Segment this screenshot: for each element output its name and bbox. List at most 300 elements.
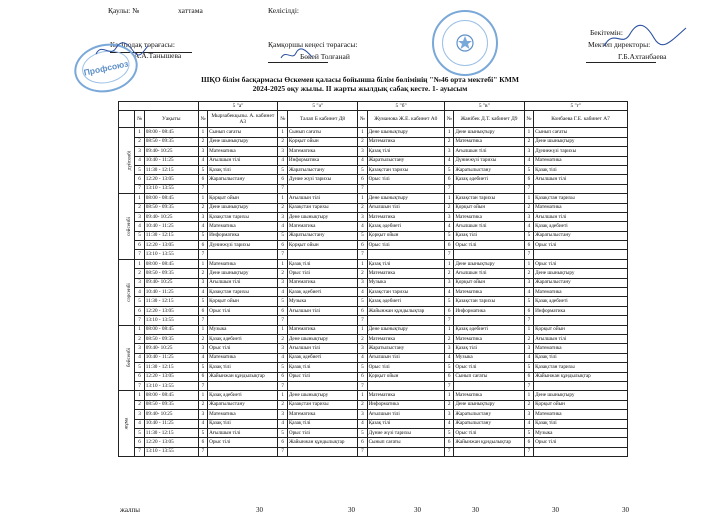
lesson-time: 08:00 - 08:45 xyxy=(144,194,198,203)
subject-cell: Математика xyxy=(534,288,628,297)
cell-number: 3 xyxy=(444,278,453,287)
subject-cell: Дене шынықтыру xyxy=(287,212,357,221)
lesson-number: 6 xyxy=(135,241,144,250)
subject-cell: Орыс тілі xyxy=(454,363,524,372)
cell-number: 7 xyxy=(358,316,367,325)
cell-number: 1 xyxy=(444,325,453,334)
subject-cell: Қазақ тілі xyxy=(367,259,444,268)
cell-number: 7 xyxy=(524,184,533,193)
lesson-number: 2 xyxy=(135,400,144,409)
subject-cell: Информатика xyxy=(287,156,357,165)
num-header: № xyxy=(444,111,453,128)
cell-number: 5 xyxy=(278,363,287,372)
director-label: Мектеп директоры: xyxy=(588,40,651,49)
subject-cell: Ағылшын тілі xyxy=(534,175,628,184)
cell-number: 7 xyxy=(524,250,533,259)
cell-number: 6 xyxy=(358,438,367,447)
subject-cell: Қазақ тілі xyxy=(454,344,524,353)
cell-number: 4 xyxy=(358,419,367,428)
cell-number: 3 xyxy=(444,410,453,419)
subject-cell: Математика xyxy=(287,147,357,156)
day-label: сәрсенбі xyxy=(119,259,135,325)
table-row xyxy=(119,334,628,343)
subject-cell: Жаратылыстану xyxy=(534,278,628,287)
cell-number: 3 xyxy=(444,147,453,156)
teacher-header: Мырзабекқызы. А. кабинет А3 xyxy=(208,111,278,128)
subject-cell: Дүние жүзі тарихы xyxy=(367,428,444,437)
lesson-time: 08:50 - 09:35 xyxy=(144,269,198,278)
subject-cell: Қазақстан тарихы xyxy=(208,212,278,221)
cell-number: 1 xyxy=(524,325,533,334)
lesson-number: 5 xyxy=(135,165,144,174)
lesson-number: 5 xyxy=(135,363,144,372)
subject-cell: Жаратылыстану xyxy=(287,165,357,174)
school-stamp xyxy=(432,10,498,76)
lesson-time: 09:40- 10:25 xyxy=(144,278,198,287)
cell-number: 2 xyxy=(198,203,207,212)
subject-cell: Орыс тілі xyxy=(287,269,357,278)
subject-cell: Жайынжан құндылықтар xyxy=(287,438,357,447)
cell-number: 1 xyxy=(358,128,367,137)
num-header: № xyxy=(278,111,287,128)
lesson-time: 12:20 - 13:05 xyxy=(144,372,198,381)
subject-cell: Математика xyxy=(534,203,628,212)
cell-number: 1 xyxy=(524,128,533,137)
lesson-time: 12:20 - 13:05 xyxy=(144,241,198,250)
cell-number: 4 xyxy=(198,353,207,362)
subject-cell xyxy=(534,250,628,259)
subject-cell: Дене шынықтыру xyxy=(367,194,444,203)
lesson-number: 4 xyxy=(135,288,144,297)
subject-cell: Математика xyxy=(367,269,444,278)
lesson-number: 3 xyxy=(135,212,144,221)
subject-cell: Қазақ әдебиеті xyxy=(534,222,628,231)
class-header: 5 "б" xyxy=(358,102,445,111)
cell-number: 4 xyxy=(524,156,533,165)
lesson-time: 12:20 - 13:05 xyxy=(144,175,198,184)
cell-number: 3 xyxy=(444,344,453,353)
cell-number: 6 xyxy=(278,175,287,184)
cell-number: 4 xyxy=(444,353,453,362)
subject-cell: Сынып сағаты xyxy=(454,372,524,381)
cell-number: 7 xyxy=(358,250,367,259)
subject-cell: Математика xyxy=(367,137,444,146)
cell-number: 5 xyxy=(198,297,207,306)
subject-cell: Қазақстан тарихы xyxy=(454,194,524,203)
cell-number: 2 xyxy=(198,334,207,343)
subject-cell: Математика xyxy=(454,137,524,146)
cell-number: 4 xyxy=(524,353,533,362)
subject-cell: Математика xyxy=(287,325,357,334)
cell-number: 3 xyxy=(444,212,453,221)
council-signature xyxy=(278,46,318,64)
subject-cell: Жаратылыстану xyxy=(367,156,444,165)
subject-cell: Орыс тілі xyxy=(287,428,357,437)
class-header: 5 "в" xyxy=(444,102,524,111)
cell-number: 7 xyxy=(444,447,453,456)
num-header: № xyxy=(135,111,144,128)
cell-number: 2 xyxy=(444,400,453,409)
subject-cell xyxy=(454,184,524,193)
lesson-time: 09:40- 10:25 xyxy=(144,344,198,353)
cell-number: 7 xyxy=(444,316,453,325)
table-row xyxy=(119,147,628,156)
subject-cell: Математика xyxy=(208,353,278,362)
subject-cell: Математика xyxy=(454,334,524,343)
agreed-label: Келісілді: xyxy=(268,6,300,15)
cell-number: 7 xyxy=(278,381,287,390)
subject-cell: Ағылшын тілі xyxy=(534,212,628,221)
table-row xyxy=(119,259,628,268)
subject-cell xyxy=(454,447,524,456)
lesson-time: 13:10 - 13:55 xyxy=(144,184,198,193)
subject-cell: Дене шынықтыру xyxy=(208,137,278,146)
table-row xyxy=(119,410,628,419)
subject-cell: Математика xyxy=(454,212,524,221)
subject-cell: Қазақстан тарихы xyxy=(208,288,278,297)
subject-cell: Орыс тілі xyxy=(367,363,444,372)
subject-cell: Математика xyxy=(367,334,444,343)
num-header: № xyxy=(524,111,533,128)
cell-number: 2 xyxy=(358,269,367,278)
cell-number: 3 xyxy=(524,147,533,156)
lesson-time: 08:00 - 08:45 xyxy=(144,325,198,334)
subject-cell: Қазақ тілі xyxy=(534,419,628,428)
cell-number: 4 xyxy=(524,222,533,231)
table-row xyxy=(119,391,628,400)
lesson-number: 7 xyxy=(135,184,144,193)
subject-cell xyxy=(454,316,524,325)
num-header: № xyxy=(198,111,207,128)
lesson-number: 2 xyxy=(135,269,144,278)
cell-number: 4 xyxy=(278,419,287,428)
lesson-number: 4 xyxy=(135,353,144,362)
cell-number: 6 xyxy=(198,372,207,381)
lesson-number: 6 xyxy=(135,438,144,447)
subject-cell: Қорқыт ойын xyxy=(534,400,628,409)
cell-number: 1 xyxy=(358,194,367,203)
cell-number: 7 xyxy=(278,447,287,456)
subject-cell: Математика xyxy=(534,344,628,353)
cell-number: 4 xyxy=(198,419,207,428)
subject-cell: Жайынжан құндылықтар xyxy=(367,306,444,315)
subject-cell: Қорқыт ойын xyxy=(367,372,444,381)
subject-cell: Дене шынықтыру xyxy=(454,400,524,409)
subject-cell xyxy=(367,316,444,325)
cell-number: 1 xyxy=(198,325,207,334)
cell-number: 3 xyxy=(278,344,287,353)
cell-number: 2 xyxy=(278,137,287,146)
subject-cell xyxy=(367,184,444,193)
cell-number: 6 xyxy=(198,438,207,447)
cell-number: 4 xyxy=(358,288,367,297)
subject-cell: Математика xyxy=(287,222,357,231)
subject-cell: Дене шынықтыру xyxy=(287,391,357,400)
cell-number: 5 xyxy=(358,231,367,240)
cell-number: 2 xyxy=(444,269,453,278)
class-header: 5 "г" xyxy=(524,102,627,111)
lesson-time: 10:40 - 11:25 xyxy=(144,288,198,297)
subject-cell: Орыс тілі xyxy=(367,175,444,184)
cell-number: 7 xyxy=(358,447,367,456)
lesson-number: 6 xyxy=(135,175,144,184)
table-row xyxy=(119,222,628,231)
subject-cell: Дене шынықтыру xyxy=(287,334,357,343)
lesson-time: 13:10 - 13:55 xyxy=(144,447,198,456)
teacher-header: Конбаева Г.Е. кабинет А7 xyxy=(534,111,628,128)
subject-cell: Ағылшын тілі xyxy=(367,410,444,419)
table-row xyxy=(119,165,628,174)
lesson-number: 7 xyxy=(135,381,144,390)
subject-cell: Дене шынықтыру xyxy=(534,137,628,146)
subject-cell: Қазақ әдебиеті xyxy=(454,325,524,334)
subject-cell xyxy=(287,184,357,193)
cell-number: 5 xyxy=(524,165,533,174)
subject-cell xyxy=(208,316,278,325)
cell-number: 7 xyxy=(198,381,207,390)
cell-number: 6 xyxy=(444,306,453,315)
cell-number: 2 xyxy=(524,137,533,146)
lesson-time: 10:40 - 11:25 xyxy=(144,353,198,362)
subject-cell: Қазақ әдебиеті xyxy=(367,297,444,306)
subject-cell: Орыс тілі xyxy=(454,428,524,437)
cell-number: 6 xyxy=(358,241,367,250)
subject-cell: Дүниежүзі тарихы xyxy=(534,147,628,156)
lesson-number: 5 xyxy=(135,231,144,240)
subject-cell: Сынып сағаты xyxy=(534,128,628,137)
cell-number: 1 xyxy=(278,128,287,137)
cell-number: 5 xyxy=(444,428,453,437)
table-row xyxy=(119,137,628,146)
subject-cell: Ағылшын тілі xyxy=(287,194,357,203)
total-value: 30 xyxy=(348,506,355,514)
subject-cell: Математика xyxy=(367,391,444,400)
cell-number: 5 xyxy=(198,231,207,240)
subject-cell: Қорқыт ойын xyxy=(454,278,524,287)
subject-cell: Қорқыт ойын xyxy=(287,137,357,146)
cell-number: 3 xyxy=(524,278,533,287)
cell-number: 3 xyxy=(358,344,367,353)
subject-cell xyxy=(534,447,628,456)
subject-cell: Дене шынықтыру xyxy=(208,203,278,212)
total-value: 30 xyxy=(552,506,559,514)
subject-cell: Ағылшын тілі xyxy=(208,156,278,165)
lesson-number: 1 xyxy=(135,259,144,268)
cell-number: 2 xyxy=(198,269,207,278)
cell-number: 6 xyxy=(444,175,453,184)
subject-cell: Жайынжан құндылықтар xyxy=(208,372,278,381)
subject-cell: Қорқыт ойын xyxy=(208,297,278,306)
cell-number: 3 xyxy=(198,278,207,287)
subject-cell: Қазақ тілі xyxy=(454,231,524,240)
table-row xyxy=(119,372,628,381)
cell-number: 2 xyxy=(278,400,287,409)
day-label: дүйсенбі xyxy=(119,128,135,194)
cell-number: 1 xyxy=(278,259,287,268)
cell-number: 4 xyxy=(198,288,207,297)
subject-cell: Информатика xyxy=(367,400,444,409)
subject-cell: Ағылшын тілі xyxy=(367,203,444,212)
lesson-time: 10:40 - 11:25 xyxy=(144,419,198,428)
cell-number: 7 xyxy=(444,184,453,193)
lesson-number: 4 xyxy=(135,222,144,231)
document-title xyxy=(130,75,590,93)
cell-number: 7 xyxy=(198,447,207,456)
subject-cell: Дүниежүзі тарихы xyxy=(454,156,524,165)
council-chair-label: Қамқоршы кеңесі төрағасы: xyxy=(268,40,358,49)
subject-cell: Қазақстан тарихы xyxy=(287,203,357,212)
cell-number: 3 xyxy=(278,410,287,419)
cell-number: 5 xyxy=(358,428,367,437)
cell-number: 7 xyxy=(358,381,367,390)
subject-cell: Қазақ тілі xyxy=(287,363,357,372)
cell-number: 6 xyxy=(278,372,287,381)
cell-number: 6 xyxy=(198,175,207,184)
subject-cell: Математика xyxy=(454,391,524,400)
cell-number: 1 xyxy=(444,128,453,137)
subject-cell: Ағылшын тілі xyxy=(287,344,357,353)
cell-number: 7 xyxy=(358,184,367,193)
subject-cell: Жаратылыстану xyxy=(454,165,524,174)
subject-cell xyxy=(287,250,357,259)
cell-number: 3 xyxy=(198,212,207,221)
cell-number: 5 xyxy=(444,231,453,240)
cell-number: 2 xyxy=(524,269,533,278)
lesson-time: 11:30 - 12:15 xyxy=(144,165,198,174)
class-header: 5 "а" xyxy=(198,102,278,111)
director-name: Г.Б.Ахтанбаева xyxy=(618,52,667,61)
subject-cell: Сынып сағаты xyxy=(287,128,357,137)
union-signature xyxy=(92,40,152,60)
table-row xyxy=(119,156,628,165)
subject-cell: Қорқыт ойын xyxy=(454,203,524,212)
subject-cell: Қазақстан тарихы xyxy=(367,165,444,174)
subject-cell: Информатика xyxy=(534,306,628,315)
cell-number: 6 xyxy=(444,438,453,447)
lesson-time: 12:20 - 13:05 xyxy=(144,438,198,447)
cell-number: 2 xyxy=(524,203,533,212)
cell-number: 4 xyxy=(358,353,367,362)
lesson-time: 08:00 - 08:45 xyxy=(144,259,198,268)
lesson-number: 1 xyxy=(135,325,144,334)
cell-number: 1 xyxy=(198,128,207,137)
subject-cell: Ағылшын тілі xyxy=(208,278,278,287)
subject-cell: Математика xyxy=(454,288,524,297)
cell-number: 1 xyxy=(444,259,453,268)
cell-number: 5 xyxy=(278,165,287,174)
lesson-time: 11:30 - 12:15 xyxy=(144,363,198,372)
subject-cell: Математика xyxy=(534,410,628,419)
cell-number: 2 xyxy=(358,137,367,146)
cell-number: 2 xyxy=(444,334,453,343)
subject-cell: Музыка xyxy=(534,428,628,437)
cell-number: 3 xyxy=(278,147,287,156)
class-header: 5 "ә" xyxy=(278,102,358,111)
subject-cell xyxy=(534,316,628,325)
subject-cell xyxy=(208,250,278,259)
cell-number: 5 xyxy=(278,428,287,437)
cell-number: 6 xyxy=(524,241,533,250)
lesson-time: 10:40 - 11:25 xyxy=(144,222,198,231)
cell-number: 3 xyxy=(358,147,367,156)
table-row xyxy=(119,175,628,184)
subject-cell: Қазақ әдебиеті xyxy=(287,353,357,362)
director-signature-line xyxy=(586,62,656,63)
cell-number: 3 xyxy=(524,344,533,353)
lesson-number: 3 xyxy=(135,147,144,156)
subject-cell xyxy=(287,447,357,456)
subject-cell xyxy=(208,381,278,390)
lesson-number: 2 xyxy=(135,137,144,146)
cell-number: 5 xyxy=(524,363,533,372)
cell-number: 5 xyxy=(444,297,453,306)
subject-cell: Қазақ әдебиеті xyxy=(287,288,357,297)
lesson-time: 09:40- 10:25 xyxy=(144,212,198,221)
cell-number: 2 xyxy=(358,334,367,343)
cell-number: 1 xyxy=(198,391,207,400)
cell-number: 6 xyxy=(524,306,533,315)
cell-number: 7 xyxy=(524,316,533,325)
subject-cell: Дене шынықтыру xyxy=(534,269,628,278)
cell-number: 5 xyxy=(444,165,453,174)
subject-cell: Қазақстан тарихы xyxy=(287,400,357,409)
cell-number: 5 xyxy=(278,297,287,306)
cell-number: 7 xyxy=(524,447,533,456)
cell-number: 3 xyxy=(278,212,287,221)
subject-cell: Қазақ тілі xyxy=(367,419,444,428)
table-row xyxy=(119,381,628,390)
cell-number: 3 xyxy=(198,147,207,156)
class-header-row xyxy=(119,102,628,111)
cell-number: 4 xyxy=(524,419,533,428)
subject-cell xyxy=(534,381,628,390)
subject-cell: Жаратылыстану xyxy=(454,410,524,419)
table-row xyxy=(119,428,628,437)
subject-cell: Қазақ әдебиеті xyxy=(367,222,444,231)
subject-cell: Дүние жүзі тарихы xyxy=(287,175,357,184)
lesson-number: 7 xyxy=(135,250,144,259)
subject-cell xyxy=(208,447,278,456)
lesson-time: 08:50 - 09:35 xyxy=(144,400,198,409)
cell-number: 5 xyxy=(198,165,207,174)
cell-number: 1 xyxy=(358,391,367,400)
table-row xyxy=(119,184,628,193)
cell-number: 4 xyxy=(198,222,207,231)
total-value: 30 xyxy=(256,506,263,514)
cell-number: 6 xyxy=(278,241,287,250)
subject-cell xyxy=(454,381,524,390)
subject-cell: Қорқыт ойын xyxy=(367,231,444,240)
approved-label: Бекітемін: xyxy=(590,28,623,37)
subject-cell: Қазақ әдебиеті xyxy=(208,391,278,400)
cell-number: 1 xyxy=(278,391,287,400)
table-row xyxy=(119,400,628,409)
cell-number: 5 xyxy=(524,297,533,306)
cell-number: 6 xyxy=(198,306,207,315)
cell-number: 4 xyxy=(198,156,207,165)
subject-cell: Қазақстан тарихы xyxy=(534,363,628,372)
lesson-number: 7 xyxy=(135,316,144,325)
cell-number: 2 xyxy=(278,334,287,343)
cell-number: 5 xyxy=(444,363,453,372)
lesson-number: 5 xyxy=(135,297,144,306)
subject-cell: Музыка xyxy=(367,278,444,287)
subject-cell: Қазақ тілі xyxy=(208,419,278,428)
union-chair-name: А.А.Танышева xyxy=(134,51,182,60)
cell-number: 1 xyxy=(278,194,287,203)
subject-cell: Орыс тілі xyxy=(534,438,628,447)
table-row xyxy=(119,241,628,250)
